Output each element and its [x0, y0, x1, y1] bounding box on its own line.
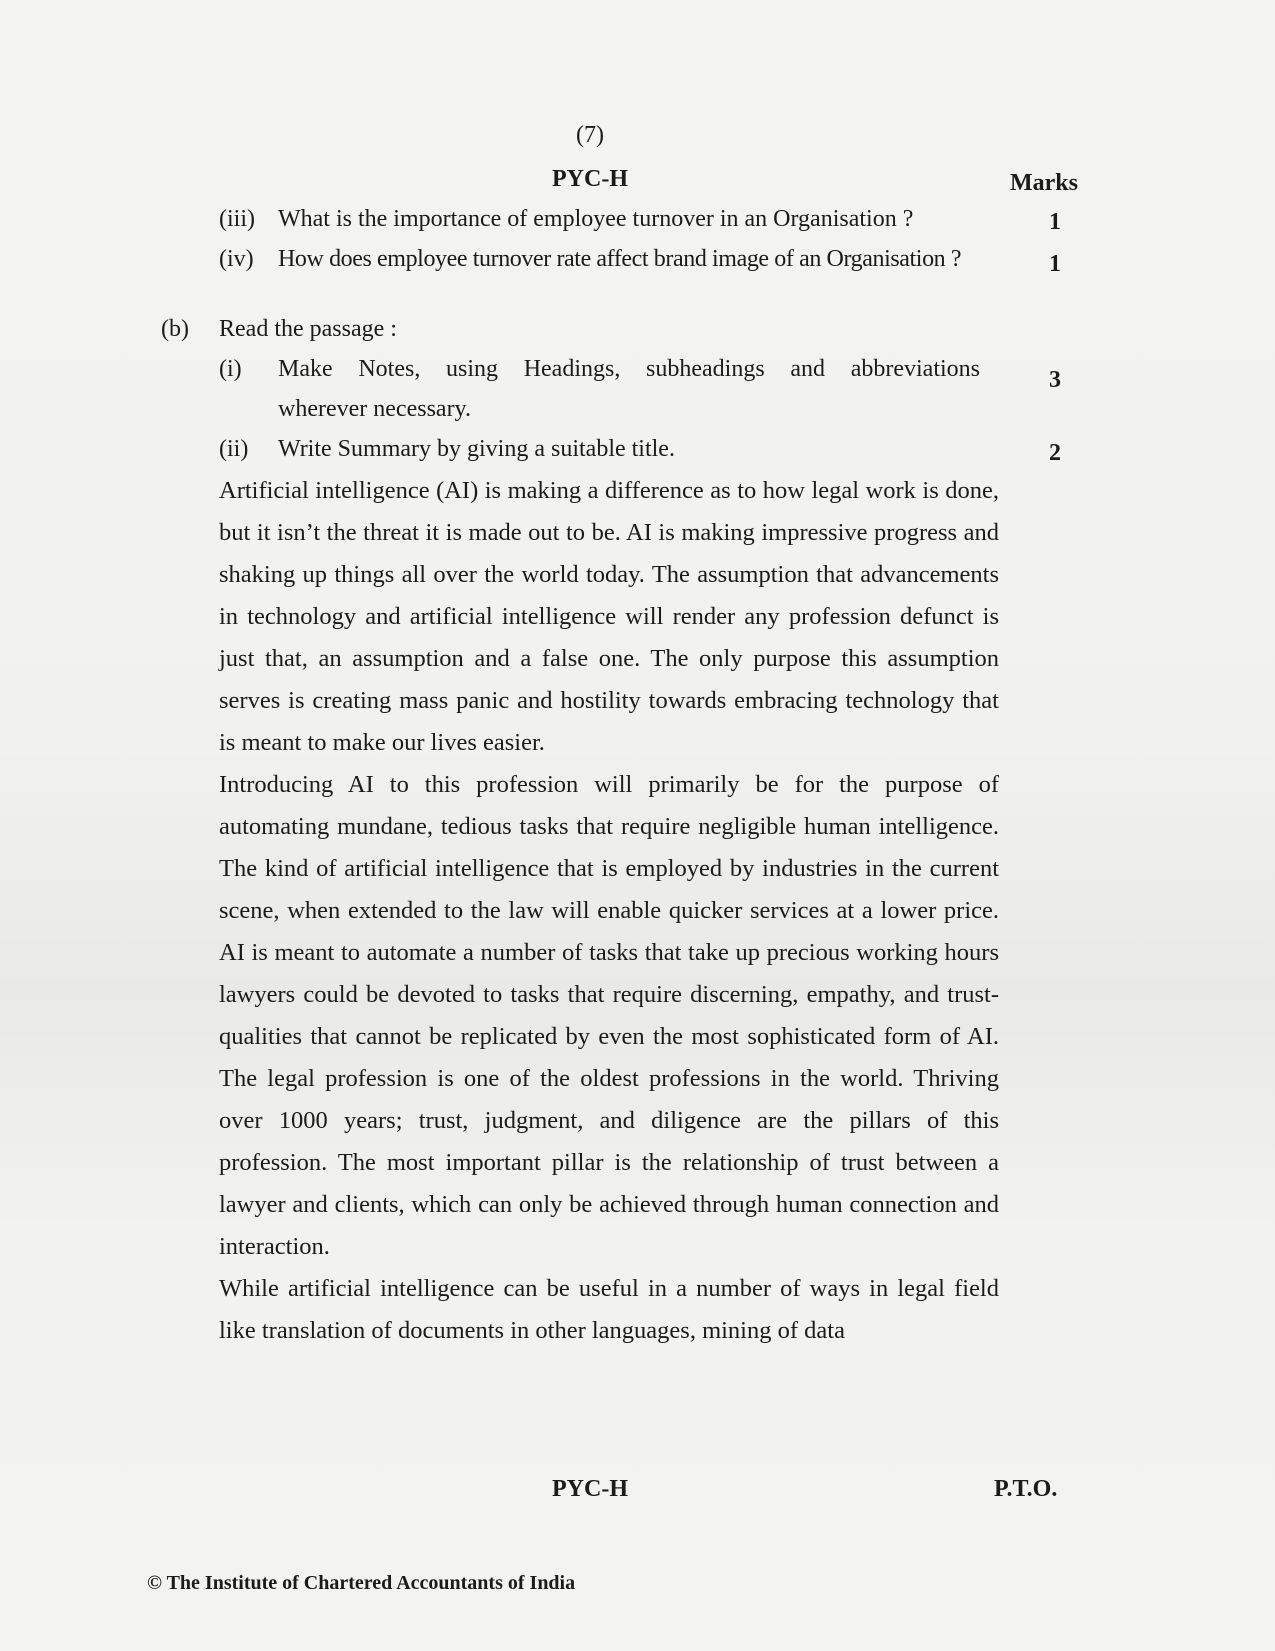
- passage-paragraph: Introducing AI to this profession will primarily be for the purpose of automating mundane, tedious tasks that require negligible human intelligence. The kind of artificial intelligence that is employed by industries in the current scene, when extended to the law will enable quicker services at a lower price. AI is meant to automate a number of tasks that take up precious working hours lawyers could be devoted to tasks that require discerning, empathy, and trust- qualities that cannot be replicated by even the most sophisticated form of AI. The legal profession is one of the oldest professions in the world. Thriving over 1000 years; trust, judgment, and diligence are the pillars of this profession. The most important pillar is the relationship of trust between a lawyer and clients, which can only be achieved through human connection and interaction.: [219, 771, 999, 1260]
- question-text: What is the importance of employee turnover in an Organisation ?: [278, 206, 914, 232]
- please-turn-over: P.T.O.: [994, 1476, 1058, 1502]
- page-number: (7): [576, 122, 604, 148]
- question-text: How does employee turnover rate affect brand image of an Organisation ?: [278, 246, 962, 272]
- question-number: (iii): [219, 206, 255, 232]
- question-number: (iv): [219, 246, 254, 272]
- paper-code-header: PYC-H: [552, 166, 628, 192]
- marks-column-header: Marks: [1010, 170, 1078, 196]
- passage-paragraph: Artificial intelligence (AI) is making a difference as to how legal work is done, but it isn’t the threat it is made out to be. AI is making impressive progress and shaking up things all over the world today. The assumption that advancements in technology and artificial intelligence will render any profession defunct is just that, an assumption and a false one. The only purpose this assumption serves is creating mass panic and hostility towards embracing technology that is meant to make our lives easier.: [219, 477, 999, 756]
- question-marks: 1: [1049, 209, 1061, 235]
- task-text: Write Summary by giving a suitable title.: [278, 436, 675, 462]
- task-number: (i): [219, 356, 242, 382]
- copyright-notice: © The Institute of Chartered Accountants of India: [147, 1572, 576, 1594]
- passage: [219, 470, 999, 1352]
- part-instruction: Read the passage :: [219, 316, 397, 342]
- passage-paragraph: While artificial intelligence can be useful in a number of ways in legal field like translation of documents in other languages, mining of data: [219, 1275, 999, 1344]
- part-label: (b): [161, 316, 189, 342]
- question-marks: 1: [1049, 251, 1061, 277]
- paper-code-footer: PYC-H: [552, 1476, 628, 1502]
- task-text-continued: wherever necessary.: [278, 396, 471, 422]
- task-marks: 2: [1049, 440, 1061, 466]
- task-number: (ii): [219, 436, 249, 462]
- task-marks: 3: [1049, 367, 1061, 393]
- task-text: Make Notes, using Headings, subheadings and abbreviations: [278, 356, 980, 382]
